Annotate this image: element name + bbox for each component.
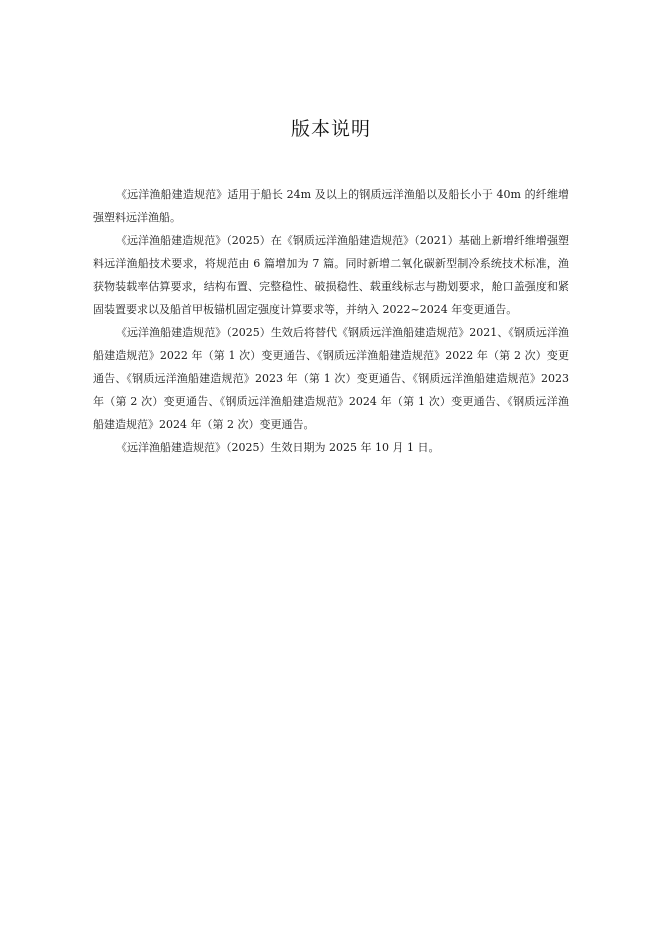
paragraph-scope: 《远洋渔船建造规范》适用于船长 24m 及以上的钢质远洋渔船以及船长小于 40m 的纤维增强塑料远洋渔船。: [93, 188, 569, 224]
paragraph-effective-date: 《远洋渔船建造规范》（2025）生效日期为 2025 年 10 月 1 日。: [116, 441, 440, 454]
paragraph-supersedes: 《远洋渔船建造规范》（2025）生效后将替代《钢质远洋渔船建造规范》2021、《钢质远洋渔船建造规范》2022 年（第 1 次）变更通告、《钢质远洋渔船建造规范》2022 年（第 2 次）变更通告、《钢质远洋渔船建造规范》2023 年（第 1 次）变更通告、《钢质远洋渔船建造规范》2023 年（第 2 次）变更通告、《钢质远洋渔船建造规范》2024 年（第 1 次）变更通告、《钢质远洋渔船建造规范》2024 年（第 2 次）变更通告。: [93, 326, 569, 431]
page-title: 版本说明: [290, 118, 371, 140]
paragraph-changes: 《远洋渔船建造规范》（2025）在《钢质远洋渔船建造规范》（2021）基础上新增纤维增强塑料远洋渔船技术要求，将规范由 6 篇增加为 7 篇。同时新增二氧化碳新型制冷系统技术标准，渔获物装载率估算要求，结构布置、完整稳性、破损稳性、载重线标志与勘划要求，舱口盖强度和紧固装置要求以及船首甲板锚机固定强度计算要求等，并纳入 2022~2024 年变更通告。: [93, 234, 569, 316]
document-body: [93, 183, 569, 459]
